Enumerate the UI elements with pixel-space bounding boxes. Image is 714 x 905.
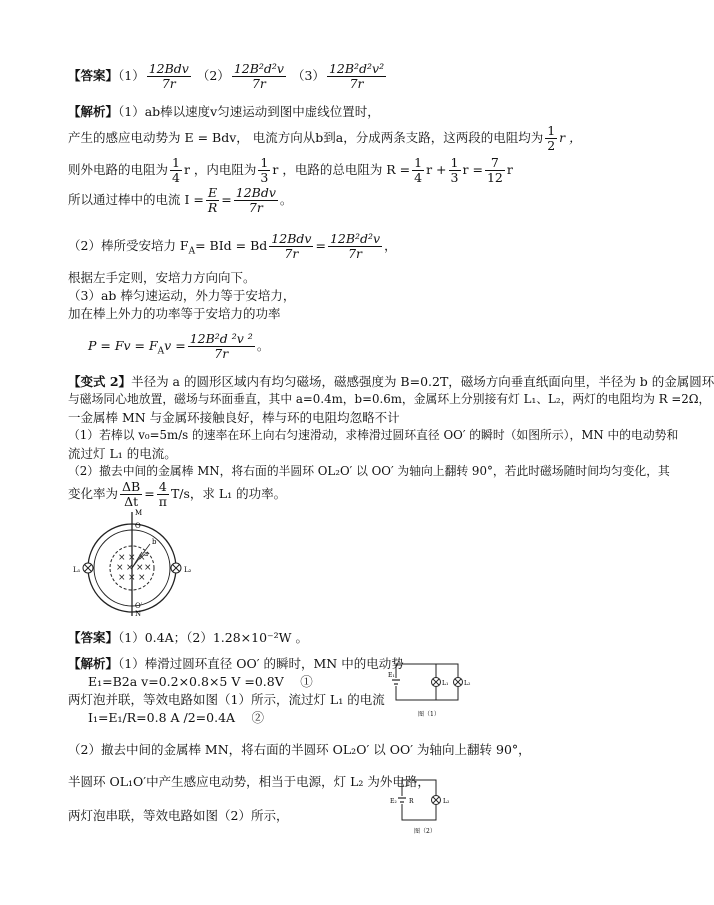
analysis-1-line-8: 加在棒上外力的功率等于安培力的功率 [68,306,281,321]
battery-e1-icon [392,678,400,686]
analysis-1-line-3: 则外电路的电阻为 $\frac{1}{4}$ r ，内电阻为 $\frac{1}{3}$ r ，电路的总电阻为 R = $\frac{1}{4}$ r + $\frac{1}{3}$ r = $\frac{7}{12}$ r [68,155,513,185]
variant-2-line-7: 变化率为 $\frac{\Delta B}{\Delta t}$ = $\frac{4}{\pi}$ T/s，求 L₁ 的功率。 [68,479,287,509]
analysis-2-line-3: 两灯泡并联，等效电路如图（1）所示，流过灯 L₁ 的电流 [68,692,385,707]
analysis-1-line-9: $P = Fv = F_Av$ = $\frac{\text{12B²d ²v ²}}{7r}$ 。 [88,331,270,361]
variant-2-line-3: 一金属棒 MN 与金属环接触良好，棒与环的电阻均忽略不计 [68,410,400,425]
label-o-prime: O′ [135,602,143,610]
label-a: a [144,550,149,558]
label-l2: L₂ [184,566,192,574]
svg-text:×: × [128,573,136,583]
svg-text:×: × [136,563,144,573]
svg-text:×: × [144,563,152,573]
lamp-l1-icon [83,563,93,573]
lamp-l1-icon [432,678,441,687]
variant-2-line-2: 与磁场同心地放置，磁场与环面垂直，其中 a=0.4m，b=0.6m，金属环上分别接有灯 L₁、L₂，两灯的电阻均为 R =2Ω， [68,392,711,406]
analysis-1-line-5: （2）棒所受安培力 $F_A=$ BId = Bd $\frac{\text{12Bdv}}{7r}$ = $\frac{\text{12B²d²v}}{7r}$ ， [68,231,397,261]
lamp-l2-icon [454,678,463,687]
variant-2-line-5: 流过灯 L₁ 的电流。 [68,446,177,461]
svg-text:×: × [128,553,136,563]
analysis-1-line-2: 产生的感应电动势为 E = Bdv， 电流方向从b到a，分成两条支路，这两段的电阻均为 $\frac{1}{2}$ r ， [68,123,582,153]
svg-text:×: × [116,563,124,573]
circuit-2-caption: 图（2） [414,828,436,835]
answer-2: 【答案】（1）0.4A；（2）1.28×10⁻²W 。 [68,630,308,645]
circuit-1-caption: 图（1） [418,711,440,718]
variant-2-line-4: （1）若棒以 v₀=5m/s 的速率在环上向右匀速滑动，求棒滑过圆环直径 OO′ 的瞬时（如图所示），MN 中的电动势和 [68,428,679,442]
analysis-2-line-6: 半圆环 OL₁O′中产生感应电动势，相当于电源，灯 L₂ 为外电路， [68,774,430,789]
variant-2-line-1: 【变式 2】半径为 a 的圆形区域内有均匀磁场，磁感强度为 B=0.2T，磁场方向垂直纸面向里，半径为 b 的金属圆环 [68,374,714,389]
label-l1: L₁ [442,680,449,687]
analysis-1-line-6: 根据左手定则，安培力方向向下。 [68,270,256,285]
label-l2: L₂ [464,680,471,687]
label-l1: L₁ [73,566,81,574]
analysis-2-line-2: E₁=B2a v=0.2×0.8×5 V =0.8V ① [88,674,313,689]
label-o: O [135,522,141,530]
analysis-1-line-1: 【解析】（1）ab棒以速度v匀速运动到图中虚线位置时， [68,104,380,119]
analysis-2-line-4: I₁=E₁/R=0.8 A /2=0.4A ② [88,710,265,725]
analysis-1-line-7: （3）ab 棒匀速运动，外力等于安培力， [68,288,296,303]
label-r: R [409,798,414,805]
label-m: M [135,509,143,517]
battery-e2-icon [398,796,406,804]
svg-text:×: × [138,573,146,583]
svg-text:×: × [118,573,126,583]
svg-text:×: × [118,553,126,563]
ring-field-figure [72,506,202,618]
label-b: b [152,538,157,546]
label-l2: L₂ [443,798,450,805]
lamp-l2-icon [171,563,181,573]
analysis-2-line-1: 【解析】（1）棒滑过圆环直径 OO′ 的瞬时，MN 中的电动势 [68,656,404,671]
analysis-1-line-4: 所以通过棒中的电流 I = $\frac{E}{R}$ = $\frac{\text{12Bdv}}{7r}$ 。 [68,185,293,215]
label-n: N [135,610,142,618]
analysis-2-line-5: （2）撤去中间的金属棒 MN，将右面的半圆环 OL₂O′ 以 OO′ 为轴向上翻转 90°， [68,742,531,757]
answer-1: 【答案】（1） $\frac{\text{12Bdv}}{7r}$ （2） $\frac{\text{12B²d²v}}{7r}$ （3） $\frac{\text{12B²d²v²}}{7r}$ [68,61,385,91]
circuit-figure-1 [388,658,471,722]
svg-text:×: × [126,563,134,573]
label-e1: E₁ [388,672,395,679]
analysis-2-line-7: 两灯泡串联，等效电路如图（2）所示， [68,808,289,823]
circuit-figure-2 [390,776,466,836]
svg-text:×: × [138,553,146,563]
lamp-l2-icon [432,796,441,805]
variant-2-line-6: （2）撤去中间的金属棒 MN，将右面的半圆环 OL₂O′ 以 OO′ 为轴向上翻转 90°，若此时磁场随时间均匀变化，其 [68,464,670,478]
label-e2: E₂ [390,798,397,805]
